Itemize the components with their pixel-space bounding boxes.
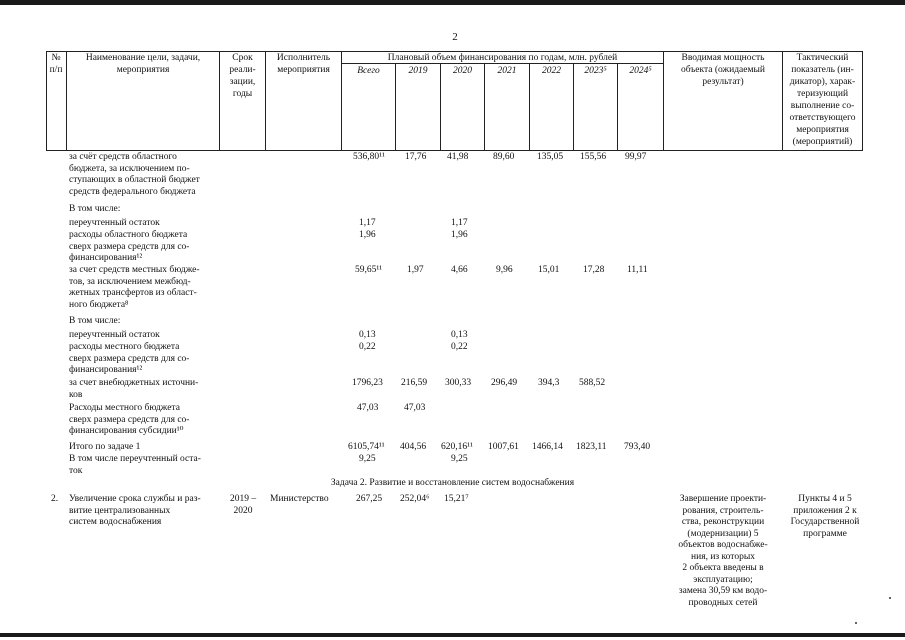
item-2-capacity: Завершение проекти- рования, строитель- ства, реконструкции (модернизации) 5 объектов водоснабже- ния, из которых 2 объекта введены в эксплуатацию; замена 30,59 км водо- проводных сетей: [678, 494, 768, 608]
item-2-2020: 15,21⁷: [444, 494, 469, 504]
cell-2020: 300,33: [445, 378, 472, 388]
cell-total: 0,22: [359, 342, 376, 352]
header-executor-line1: Исполнитель: [276, 53, 331, 63]
cell-2019: 47,03: [404, 403, 426, 413]
cell-2022: 1466,14: [532, 442, 563, 452]
row-label: В том числе:: [69, 204, 121, 214]
cell-2019: 1,97: [407, 265, 424, 275]
header-executor: [266, 52, 341, 76]
cell-2024: 11,11: [627, 265, 648, 275]
col-divider: [862, 51, 863, 151]
cell-2022: 394,3: [538, 378, 560, 388]
cell-2024: 793,40: [624, 442, 651, 452]
cell-2023: 17,28: [583, 265, 605, 275]
row-label: переучтенный остаток: [69, 218, 160, 228]
header-year-col: 2023⁵: [584, 66, 607, 76]
header-year-col: 2022: [542, 66, 561, 76]
cell-2022: 15,01: [538, 265, 560, 275]
cell-total: 1796,23: [352, 378, 383, 388]
cell-2021: 1007,61: [488, 442, 519, 452]
scan-speck: [855, 622, 857, 624]
cell-2024: 99,97: [625, 152, 647, 162]
row-label: переучтенный остаток: [69, 330, 160, 340]
cell-total: 6105,74¹¹: [348, 442, 385, 452]
bottom-border: [0, 633, 905, 637]
row-label: расходы областного бюджета сверх размера средств для со- финансирования¹²: [69, 230, 190, 263]
header-name: [67, 52, 219, 76]
cell-2020: 1,96: [451, 230, 468, 240]
cell-total: 1,17: [359, 218, 376, 228]
cell-2023: 588,52: [579, 378, 606, 388]
cell-2020: 0,22: [451, 342, 468, 352]
scan-speck: [889, 597, 891, 599]
cell-2020: 41,98: [447, 152, 469, 162]
cell-2021: 9,96: [496, 265, 513, 275]
row-label: В том числе:: [69, 316, 121, 326]
row-label: расходы местного бюджета сверх размера средств для со- финансирования¹²: [69, 342, 190, 375]
cell-2020: 0,13: [451, 330, 468, 340]
cell-2019: 216,59: [401, 378, 428, 388]
header-name-line1: Наименование цели, задачи,: [85, 53, 201, 63]
item-2-2019: 252,04⁶: [400, 494, 430, 504]
top-border: [0, 0, 905, 5]
item-2-term: 2019 – 2020: [229, 494, 257, 516]
header-num: № п/п: [49, 53, 63, 75]
header-year-col: 2019: [408, 66, 428, 76]
header-plan-title: Плановый объем финансирования по годам, млн. рублей: [387, 53, 618, 63]
item-2-tactical: Пункты 4 и 5 приложения 2 к Государственной программе: [790, 494, 860, 539]
item-2-executor: Министерство: [270, 494, 329, 504]
cell-total: 47,03: [357, 403, 379, 413]
item-2-num: 2.: [51, 494, 59, 504]
cell-2020: 1,17: [451, 218, 468, 228]
header-year-col: 2021: [497, 66, 517, 76]
page-number: 2: [452, 31, 458, 43]
header-tactical: Тактический показатель (ин- дикатор), харак- теризующий выполнение со- ответствующего мероприятия (мероприятий): [789, 53, 856, 147]
cell-total: 536,80¹¹: [353, 152, 385, 162]
task2-title: Задача 2. Развитие и восстановление систем водоснабжения: [330, 478, 575, 488]
header-term: Срок реали- зации, годы: [229, 53, 256, 99]
row-label: Расходы местного бюджета сверх размера средств для со- финансирования субсидии¹⁰: [69, 403, 190, 436]
cell-2020: 4,66: [451, 265, 468, 275]
cell-2021: 89,60: [493, 152, 515, 162]
cell-2022: 135,05: [537, 152, 564, 162]
item-2-name: Увеличение срока службы и раз- витие централизованных систем водоснабжения: [69, 494, 201, 527]
cell-2021: 296,49: [491, 378, 518, 388]
row-label: В том числе переучтенный оста- ток: [69, 454, 201, 476]
row-label: за счет средств местных бюдже- тов, за исключением межбюд- жетных трансфертов из област- ного бюджета⁸: [69, 265, 200, 310]
cell-2019: 404,56: [400, 442, 427, 452]
header-capacity: Вводимая мощность объекта (ожидаемый результат): [681, 53, 765, 87]
row-label: Итого по задаче 1: [69, 442, 141, 452]
cell-2023: 1823,11: [576, 442, 607, 452]
cell-total: 0,13: [359, 330, 376, 340]
row-label: за счёт средств областного бюджета, за исключением по- ступающих в областной бюджет средств федерального бюджета: [69, 152, 200, 197]
cell-2020: 9,25: [451, 454, 468, 464]
row-divider: [46, 150, 863, 151]
cell-2019: 17,76: [405, 152, 427, 162]
cell-total: 59,65¹¹: [355, 265, 383, 275]
cell-total: 1,96: [359, 230, 376, 240]
header-name-line2: мероприятия: [116, 65, 170, 75]
header-year-col: 2020: [453, 66, 472, 76]
item-2-total: 267,25: [356, 494, 383, 504]
cell-total: 9,25: [359, 454, 376, 464]
header-year-col: Всего: [357, 66, 380, 76]
cell-2023: 155,56: [580, 152, 607, 162]
header-year-col: 2024⁵: [629, 66, 652, 76]
cell-2020: 620,16¹¹: [441, 442, 473, 452]
header-executor-line2: мероприятия: [277, 65, 330, 75]
row-label: за счет внебюджетных источни- ков: [69, 378, 199, 400]
